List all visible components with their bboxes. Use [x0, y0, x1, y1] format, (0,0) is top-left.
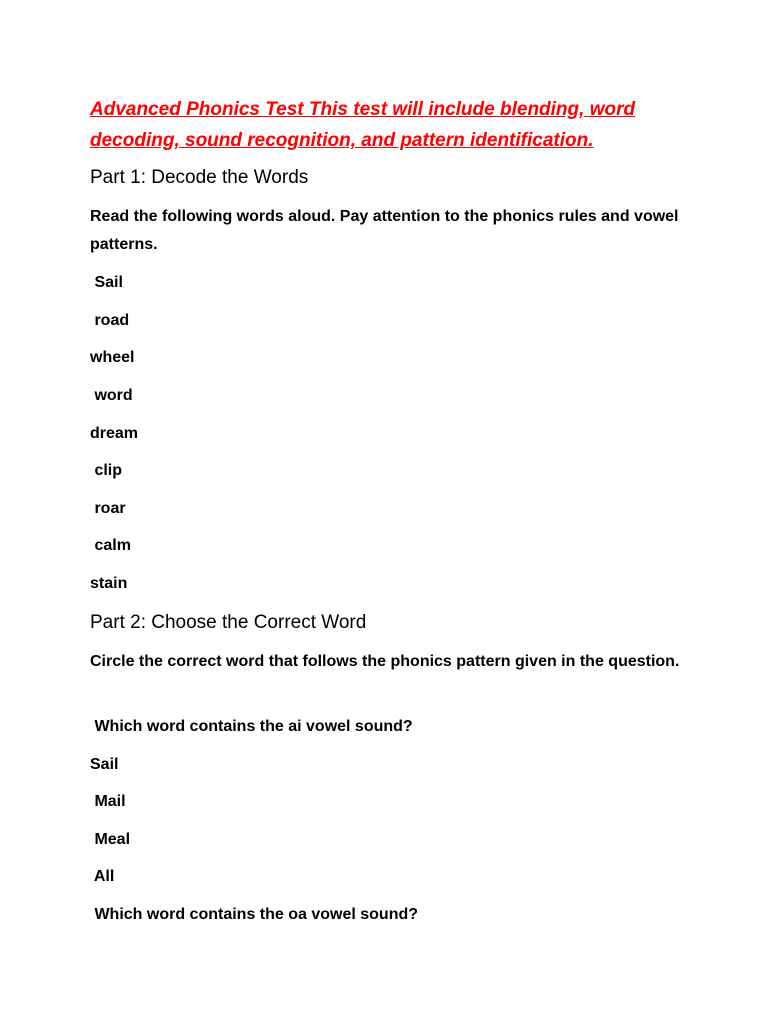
word-item: wheel	[90, 349, 135, 366]
part2-heading: Part 2: Choose the Correct Word	[90, 612, 367, 633]
answer-option: Sail	[90, 756, 119, 773]
part2-instructions: Circle the correct word that follows the phonics pattern given in the question.	[90, 653, 680, 670]
word-item: stain	[90, 575, 128, 592]
word-item: dream	[90, 425, 139, 442]
answer-option: All	[90, 868, 115, 885]
word-item: calm	[90, 537, 131, 554]
word-item: word	[90, 387, 133, 404]
word-item: Sail	[90, 274, 123, 291]
answer-option: Meal	[90, 831, 131, 848]
part1-heading: Part 1: Decode the Words	[90, 167, 309, 188]
question-1: Which word contains the ai vowel sound?	[90, 718, 413, 735]
question-2: Which word contains the oa vowel sound?	[90, 906, 419, 923]
answer-option: Mail	[90, 793, 126, 810]
part1-instructions: Read the following words aloud. Pay attention to the phonics rules and vowel patterns.	[90, 208, 679, 253]
word-item: roar	[90, 500, 126, 517]
document-title: Advanced Phonics Test This test will include blending, word decoding, sound recognition, and pattern identification.	[90, 99, 636, 151]
word-item: road	[90, 312, 130, 329]
word-item: clip	[90, 462, 123, 479]
